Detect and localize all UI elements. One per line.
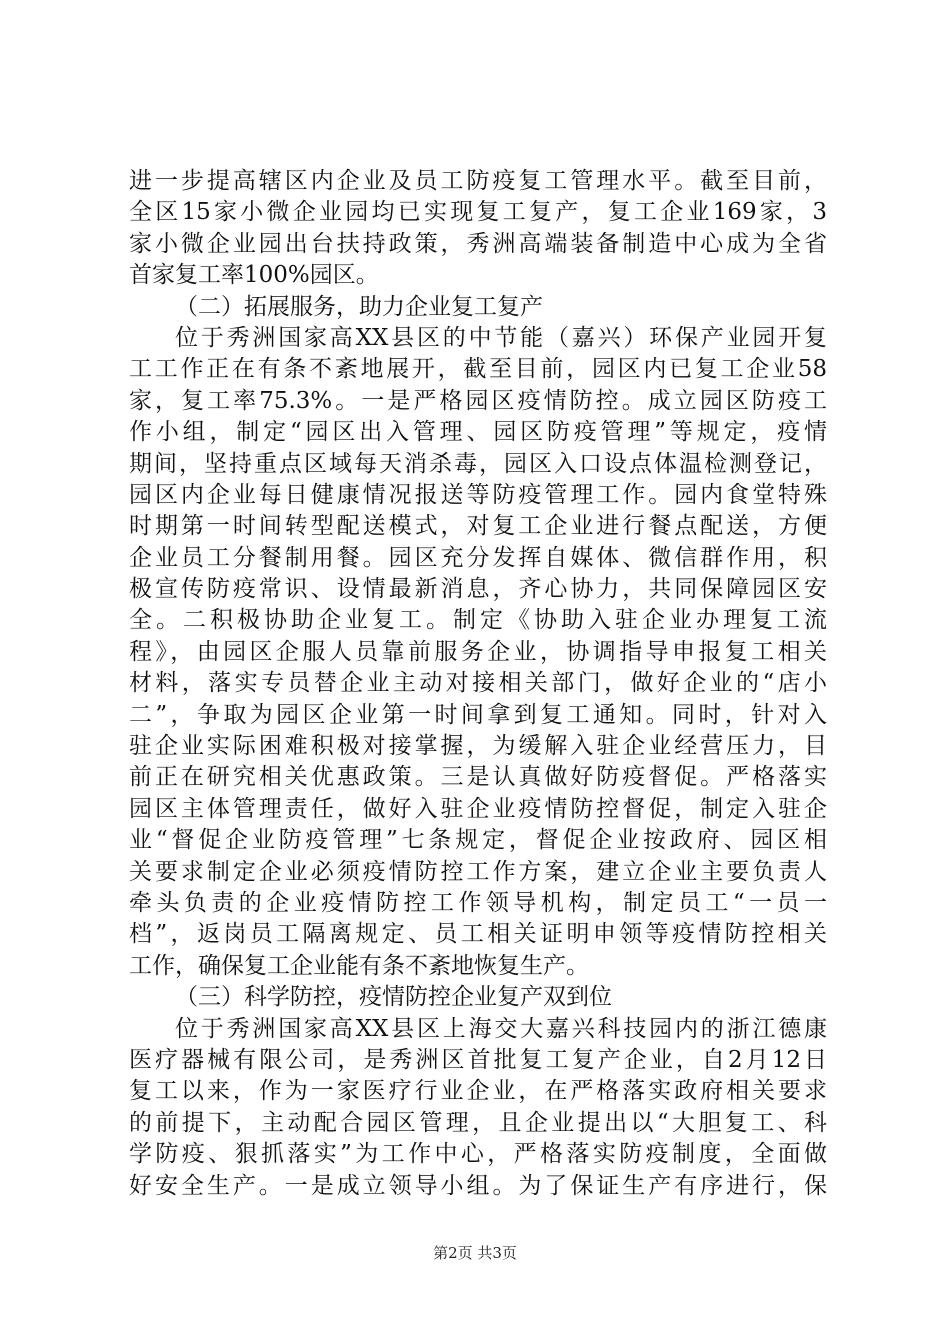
text-line: 作小组，制定“园区出入管理、园区防疫管理”等规定，疫情 bbox=[129, 419, 827, 446]
text-line: 首家复工率100%园区。 bbox=[129, 262, 379, 289]
text-line: 时期第一时间转型配送模式，对复工企业进行餐点配送，方便 bbox=[129, 513, 827, 540]
text-line: 工作，确保复工企业能有条不紊地恢复生产。 bbox=[129, 952, 589, 979]
text-line: 驻企业实际困难积极对接掌握，为缓解入驻企业经营压力，目 bbox=[129, 733, 827, 760]
text-line: 复工以来，作为一家医疗行业企业，在严格落实政府相关要求 bbox=[129, 1078, 827, 1105]
text-line: 好安全生产。一是成立领导小组。为了保证生产有序进行，保 bbox=[129, 1172, 827, 1199]
text-line: 极宣传防疫常识、设情最新消息，齐心协力，共同保障园区安 bbox=[129, 576, 827, 603]
page-footer bbox=[0, 1243, 950, 1263]
text-line: 进一步提高辖区内企业及员工防疫复工管理水平。截至目前， bbox=[129, 168, 827, 194]
text-line: 全区15家小微企业园均已实现复工复产，复工企业169家，3 bbox=[129, 199, 827, 226]
text-line: 企业员工分餐制用餐。园区充分发挥自媒体、微信群作用，积 bbox=[129, 544, 827, 571]
text-line: 档”，返岗员工隔离规定、员工相关证明申领等疫情防控相关 bbox=[129, 921, 827, 948]
text-line: 前正在研究相关优惠政策。三是认真做好防疫督促。严格落实 bbox=[129, 764, 827, 791]
text-line: 材料，落实专员替企业主动对接相关部门，做好企业的“店小 bbox=[129, 670, 827, 697]
text-line: 业“督促企业防疫管理”七条规定，督促企业按政府、园区相 bbox=[129, 827, 827, 854]
paragraph-start: 位于秀洲国家高XX县区的中节能（嘉兴）环保产业园开复 bbox=[175, 324, 827, 351]
text-line: 家，复工率75.3%。一是严格园区疫情防控。成立园区防疫工 bbox=[129, 387, 827, 414]
text-line: 二”，争取为园区企业第一时间拿到复工通知。同时，针对入 bbox=[129, 701, 827, 728]
section-heading-2: （二）拓展服务，助力企业复工复产 bbox=[175, 293, 543, 320]
text-line: 程》，由园区企服人员靠前服务企业，协调指导申报复工相关 bbox=[129, 638, 827, 665]
text-line: 医疗器械有限公司，是秀洲区首批复工复产企业，自2月12日 bbox=[129, 1046, 827, 1073]
paragraph-start: 位于秀洲国家高XX县区上海交大嘉兴科技园内的浙江德康 bbox=[175, 1015, 827, 1042]
text-line: 学防疫、狠抓落实”为工作中心，严格落实防疫制度，全面做 bbox=[129, 1141, 827, 1168]
text-line: 全。二积极协助企业复工。制定《协助入驻企业办理复工流 bbox=[129, 607, 827, 634]
section-heading-3: （三）科学防控，疫情防控企业复产双到位 bbox=[175, 984, 612, 1011]
text-line: 关要求制定企业必须疫情防控工作方案，建立企业主要负责人 bbox=[129, 858, 827, 885]
text-line: 的前提下，主动配合园区管理，且企业提出以“大胆复工、科 bbox=[129, 1109, 827, 1136]
text-line: 园区内企业每日健康情况报送等防疫管理工作。园内食堂特殊 bbox=[129, 481, 827, 508]
page-number-label: 第2页 共3页 bbox=[433, 1244, 517, 1262]
text-line: 家小微企业园出台扶持政策，秀洲高端装备制造中心成为全省 bbox=[129, 230, 827, 257]
text-line: 牵头负责的企业疫情防控工作领导机构，制定员工“一员一 bbox=[129, 889, 827, 916]
text-line: 园区主体管理责任，做好入驻企业疫情防控督促，制定入驻企 bbox=[129, 795, 827, 822]
text-line: 工工作正在有条不紊地展开，截至目前，园区内已复工企业58 bbox=[129, 356, 827, 383]
document-body bbox=[129, 166, 827, 1202]
text-line: 期间，坚持重点区域每天消杀毒，园区入口设点体温检测登记， bbox=[129, 450, 827, 477]
